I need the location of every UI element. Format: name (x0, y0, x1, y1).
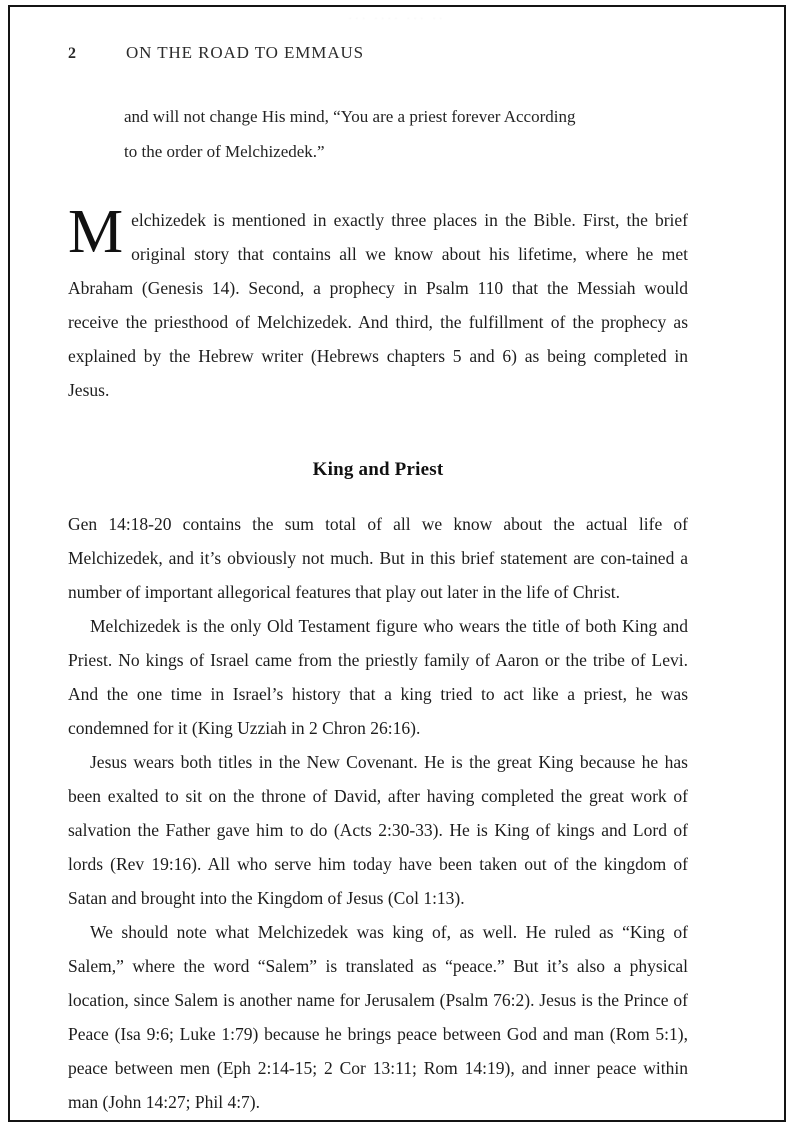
opening-paragraph (68, 198, 688, 407)
blockquote-line-1: and will not change His mind, “You are a priest forever According (124, 107, 576, 126)
paragraph-jesus-both-titles: Jesus wears both titles in the New Covenant. He is the great King because he has been exalted to sit on the throne of David, after having completed the great work of salvation the Father gave him to do (Acts 2:30-33). He is King of kings and Lord of lords (Rev 19:16). All who serve him today have been taken out of the kingdom of Satan and brought into the Kingdom of Jesus (Col 1:13). (68, 752, 688, 908)
paragraph-king-of-salem: We should note what Melchizedek was king of, as well. He ruled as “King of Salem,” where the word “Salem” is translated as “peace.” But it’s also a physical location, since Salem is another name for Jerusalem (Psalm 76:2). Jesus is the Prince of Peace (Isa 9:6; Luke 1:79) because he brings peace between God and man (Rom 5:1), peace between men (Eph 2:14-15; 2 Cor 13:11; Rom 14:19), and inner peace within man (John 14:27; Phil 4:7). (68, 922, 688, 1112)
running-head (68, 43, 688, 63)
page-content (68, 43, 688, 1119)
page-bleedthrough-artifact: ··· ···· ··· ·· (348, 13, 446, 25)
page-number: 2 (68, 45, 76, 62)
opening-paragraph-text: elchizedek is mentioned in exactly three places in the Bible. First, the brief original story that contains all we know about his lifetime, where he met Abraham (Genesis 14). Second, a prophecy in Psalm 110 that the Messiah would receive the priesthood of Melchizedek. And third, the fulfillment of the prophecy as explained by the Hebrew writer (Hebrews chapters 5 and 6) as being completed in Jesus. (68, 210, 688, 400)
paragraph-gen-14: Gen 14:18-20 contains the sum total of all we know about the actual life of Melchizedek, and it’s obviously not much. But in this brief statement are con-tained a number of important allegorical features that play out later in the life of Christ. (68, 514, 688, 602)
section-heading: King and Priest (312, 459, 444, 480)
heading-spacer (68, 437, 688, 459)
paragraph-only-old-testament-figure: Melchizedek is the only Old Testament figure who wears the title of both King and Priest. No kings of Israel came from the priestly family of Aaron or the tribe of Levi. And the one time in Israel’s history that a king tried to act like a priest, he was condemned for it (King Uzziah in 2 Chron 26:16). (68, 616, 688, 738)
drop-cap-letter: M (68, 198, 124, 266)
running-head-title: ON THE ROAD TO EMMAUS (126, 43, 365, 62)
scripture-blockquote (68, 99, 688, 169)
blockquote-line-2: to the order of Melchizedek.” (124, 142, 325, 161)
scanned-page-sheet (8, 5, 786, 1122)
